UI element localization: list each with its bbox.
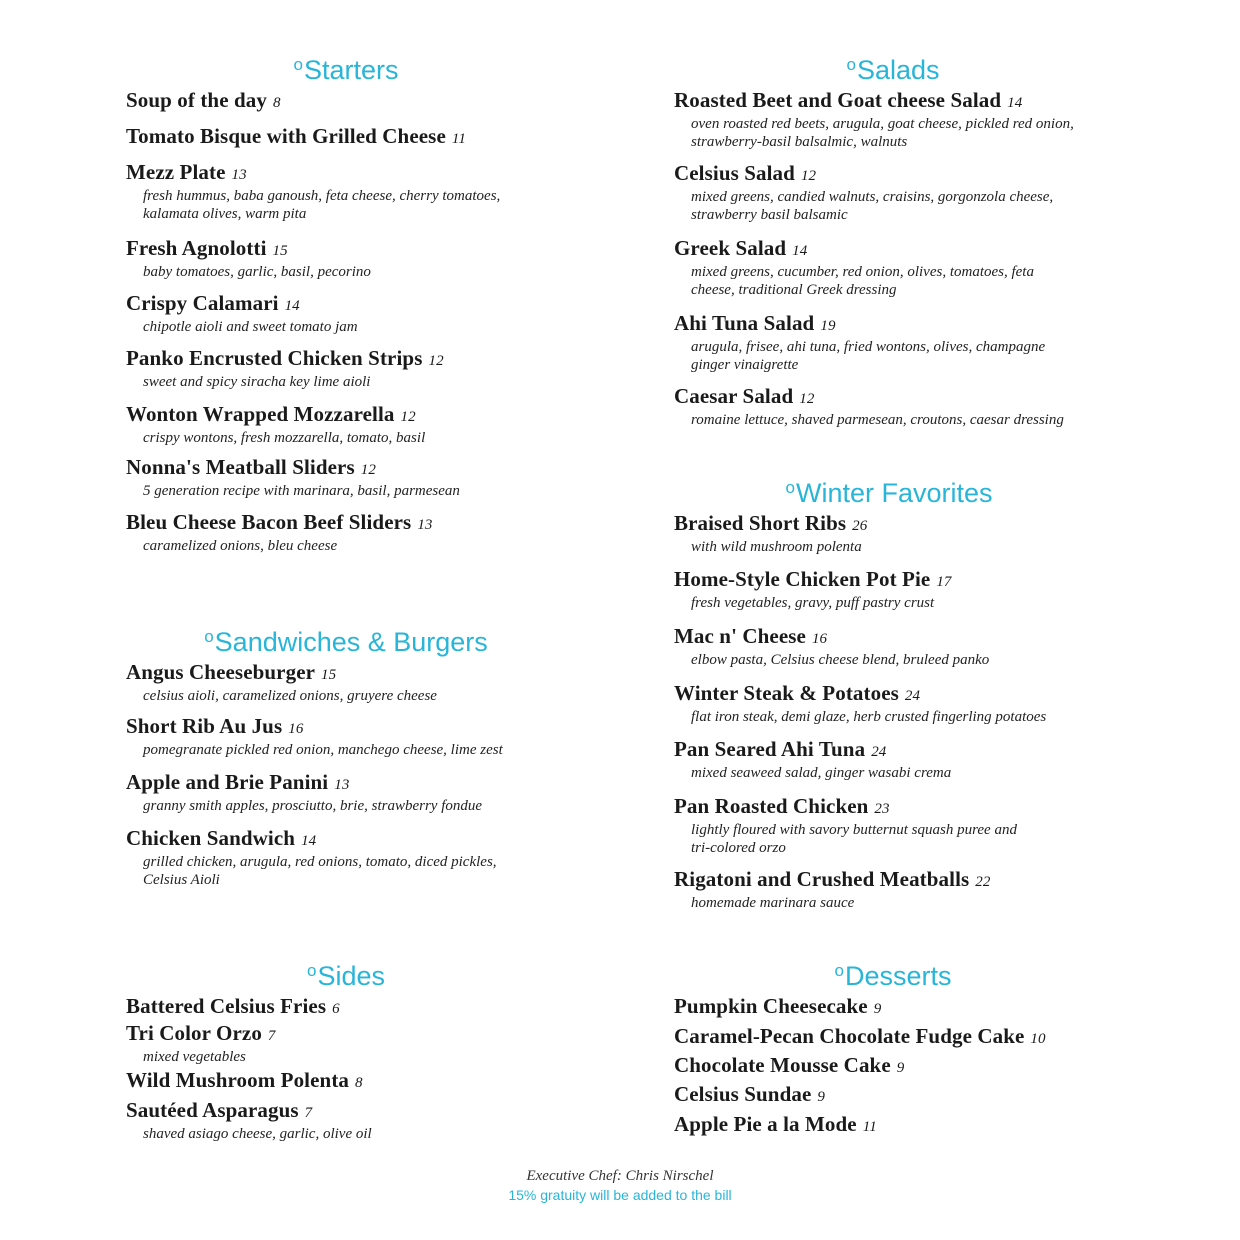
menu-item-heading <box>674 88 1074 115</box>
menu-item <box>126 160 500 223</box>
menu-item-heading <box>126 88 281 115</box>
menu-item-name: Bleu Cheese Bacon Beef Sliders <box>126 510 412 534</box>
menu-item <box>126 826 497 889</box>
menu-item-price: 8 <box>272 95 281 111</box>
menu-item-heading <box>674 311 1045 338</box>
menu-item-name: Celsius Sundae <box>674 1082 812 1106</box>
menu-item-description: fresh hummus, baba ganoush, feta cheese, cherry tomatoes, kalamata olives, warm pita <box>143 188 501 222</box>
menu-item <box>674 311 1045 374</box>
menu-item-name: Braised Short Ribs <box>674 511 847 535</box>
menu-item-price: 22 <box>975 874 991 890</box>
section-title-text: Starters <box>303 55 399 85</box>
menu-item-description: crispy wontons, fresh mozzarella, tomato, basil <box>143 430 426 446</box>
menu-item-description: shaved asiago cheese, garlic, olive oil <box>143 1126 372 1142</box>
menu-item-name: Sautéed Asparagus <box>126 1098 299 1122</box>
menu-item-heading <box>126 236 371 263</box>
menu-item-heading <box>126 124 466 151</box>
menu-item-description: oven roasted red beets, arugula, goat cheese, pickled red onion, strawberry-basil balsalmic, walnuts <box>691 116 1074 150</box>
menu-item-heading <box>674 1053 904 1080</box>
menu-item <box>126 994 340 1021</box>
menu-item-heading <box>674 994 881 1021</box>
menu-item <box>126 1068 363 1095</box>
section-title-text: Sandwiches & Burgers <box>214 627 488 657</box>
menu-item <box>674 737 951 782</box>
menu-item-description: mixed greens, candied walnuts, craisins, gorgonzola cheese, strawberry basil balsamic <box>691 189 1054 223</box>
menu-item-name: Caramel-Pecan Chocolate Fudge Cake <box>674 1024 1025 1048</box>
degree-mark: o <box>785 478 795 497</box>
menu-item <box>674 1024 1046 1051</box>
menu-item-description: baby tomatoes, garlic, basil, pecorino <box>143 264 371 280</box>
menu-item-description: flat iron steak, demi glaze, herb crusted fingerling potatoes <box>691 709 1047 725</box>
degree-mark: o <box>306 961 317 980</box>
section-title <box>835 956 952 991</box>
menu-item <box>674 681 1046 726</box>
menu-item-name: Celsius Salad <box>674 161 795 185</box>
menu-item-description: mixed vegetables <box>143 1049 246 1065</box>
menu-item-price: 7 <box>267 1028 276 1044</box>
menu-item-name: Roasted Beet and Goat cheese Salad <box>674 88 1002 112</box>
menu-item-price: 19 <box>820 318 836 334</box>
menu-item <box>674 161 1053 224</box>
menu-item-price: 13 <box>334 777 350 793</box>
menu-item-heading <box>674 567 952 594</box>
menu-item <box>126 714 503 759</box>
menu-item-description: caramelized onions, bleu cheese <box>143 538 338 554</box>
menu-item-heading <box>126 826 497 853</box>
menu-item-heading <box>674 681 1046 708</box>
section-title <box>294 50 399 85</box>
menu-item-price: 24 <box>871 744 887 760</box>
menu-item-heading <box>126 510 433 537</box>
menu-item-price: 16 <box>288 721 304 737</box>
menu-item-name: Greek Salad <box>674 236 787 260</box>
menu-item-description: sweet and spicy siracha key lime aioli <box>143 374 371 390</box>
menu-item <box>674 994 881 1021</box>
menu-item-price: 6 <box>332 1001 340 1017</box>
menu-item-price: 17 <box>936 574 952 590</box>
menu-item-name: Mezz Plate <box>126 160 226 184</box>
menu-item-name: Crispy Calamari <box>126 291 279 315</box>
menu-item-heading <box>674 737 951 764</box>
menu-item-price: 9 <box>817 1089 825 1105</box>
menu-item <box>126 88 281 115</box>
menu-item-description: arugula, frisee, ahi tuna, fried wontons, olives, champagne ginger vinaigrette <box>691 339 1046 373</box>
menu-item <box>126 124 466 151</box>
menu-item <box>674 1112 877 1139</box>
executive-chef-credit: Executive Chef: Chris Nirschel <box>526 1168 714 1184</box>
menu-item-name: Panko Encrusted Chicken Strips <box>126 346 423 370</box>
section-title <box>785 473 992 508</box>
section-title <box>846 50 939 85</box>
menu-item-name: Home-Style Chicken Pot Pie <box>674 567 931 591</box>
menu-item-description: grilled chicken, arugula, red onions, tomato, diced pickles, Celsius Aioli <box>143 854 497 888</box>
menu-item-heading <box>674 794 1017 821</box>
menu-item-name: Apple and Brie Panini <box>126 770 329 794</box>
menu-item <box>674 1082 825 1109</box>
menu-item-description: chipotle aioli and sweet tomato jam <box>143 319 358 335</box>
menu-item-description: mixed seaweed salad, ginger wasabi crema <box>691 765 952 781</box>
section-title-text: Desserts <box>844 961 952 991</box>
section-title-text: Salads <box>856 55 940 85</box>
menu-item-price: 12 <box>799 391 815 407</box>
menu-item-price: 15 <box>272 243 288 259</box>
menu-item-price: 24 <box>904 688 921 704</box>
menu-item <box>126 402 425 447</box>
menu-item-heading <box>674 1024 1046 1051</box>
menu-item <box>126 770 482 815</box>
menu-item-heading <box>126 660 437 687</box>
menu-item-heading <box>126 346 444 373</box>
menu-item-price: 10 <box>1030 1031 1046 1047</box>
menu-item-price: 12 <box>800 168 817 184</box>
menu-item-heading <box>674 1082 825 1109</box>
menu-item-price: 14 <box>284 298 300 314</box>
menu-item-price: 26 <box>852 518 868 534</box>
menu-item-price: 9 <box>873 1001 882 1017</box>
menu-item-price: 12 <box>400 409 416 425</box>
menu-item-name: Pumpkin Cheesecake <box>674 994 868 1018</box>
menu-item-description: 5 generation recipe with marinara, basil, parmesean <box>143 483 460 499</box>
menu-item-price: 23 <box>874 801 890 817</box>
menu-item-description: elbow pasta, Celsius cheese blend, bruleed panko <box>691 652 990 668</box>
menu-item-name: Fresh Agnolotti <box>126 236 267 260</box>
menu-item <box>674 384 1064 429</box>
degree-mark: o <box>204 627 214 646</box>
menu-item <box>674 1053 904 1080</box>
menu-item <box>674 511 867 556</box>
menu-item-name: Short Rib Au Jus <box>126 714 283 738</box>
menu-item <box>674 236 1034 299</box>
menu-item-name: Caesar Salad <box>674 384 794 408</box>
menu-item-heading <box>126 1098 372 1125</box>
menu-item-description: homemade marinara sauce <box>691 895 855 911</box>
menu-item-name: Ahi Tuna Salad <box>674 311 815 335</box>
menu-item-name: Chicken Sandwich <box>126 826 296 850</box>
menu-item-price: 14 <box>301 833 317 849</box>
menu-item-description: pomegranate pickled red onion, manchego cheese, lime zest <box>143 742 503 758</box>
menu-item <box>126 510 433 555</box>
menu-item-name: Angus Cheeseburger <box>126 660 316 684</box>
section-title-text: Sides <box>317 961 386 991</box>
menu-item-price: 12 <box>428 353 444 369</box>
menu-item-name: Wild Mushroom Polenta <box>126 1068 350 1092</box>
menu-item-price: 14 <box>792 243 808 259</box>
degree-mark: o <box>293 55 303 74</box>
menu-item <box>674 794 1017 857</box>
menu-item-heading <box>674 161 1053 188</box>
menu-item-heading <box>126 402 425 429</box>
degree-mark: o <box>834 961 844 980</box>
menu-item <box>674 624 989 669</box>
menu-item-price: 11 <box>862 1119 877 1135</box>
menu-item-price: 15 <box>321 667 337 683</box>
gratuity-note: 15% gratuity will be added to the bill <box>508 1187 732 1203</box>
menu-item <box>126 455 460 500</box>
menu-item-description: with wild mushroom polenta <box>691 539 862 555</box>
menu-item-name: Wonton Wrapped Mozzarella <box>126 402 395 426</box>
menu-item-name: Tri Color Orzo <box>126 1021 262 1045</box>
menu-item-price: 8 <box>355 1075 363 1091</box>
menu-item-heading <box>126 1021 276 1048</box>
menu-item-name: Pan Roasted Chicken <box>674 794 869 818</box>
menu-item-price: 13 <box>417 517 433 533</box>
menu-item-heading <box>674 511 867 538</box>
menu-item-heading <box>126 455 460 482</box>
menu-item-heading <box>126 1068 363 1095</box>
menu-item-name: Nonna's Meatball Sliders <box>126 455 355 479</box>
menu-item-name: Pan Seared Ahi Tuna <box>674 737 866 761</box>
menu-item-heading <box>126 160 500 187</box>
menu-item-name: Battered Celsius Fries <box>126 994 327 1018</box>
menu-item <box>126 1098 372 1143</box>
menu-item-description: romaine lettuce, shaved parmesean, croutons, caesar dressing <box>691 412 1064 428</box>
menu-item-name: Soup of the day <box>126 88 267 112</box>
section-title-text: Winter Favorites <box>795 478 993 508</box>
menu-item-description: granny smith apples, prosciutto, brie, strawberry fondue <box>143 798 483 814</box>
section-title <box>307 956 385 991</box>
menu-item <box>126 660 437 705</box>
menu-item-heading <box>126 291 358 318</box>
menu-item-price: 14 <box>1007 95 1023 111</box>
menu-item <box>126 346 444 391</box>
menu-item-heading <box>126 770 482 797</box>
menu-item-name: Chocolate Mousse Cake <box>674 1053 891 1077</box>
menu-item-price: 7 <box>304 1105 313 1121</box>
menu-item-price: 13 <box>231 167 247 183</box>
menu-item-price: 9 <box>896 1060 905 1076</box>
menu-item-heading <box>674 1112 877 1139</box>
menu-item-price: 16 <box>811 631 828 647</box>
menu-item-heading <box>674 236 1034 263</box>
degree-mark: o <box>846 55 856 74</box>
menu-item-description: mixed greens, cucumber, red onion, olives, tomatoes, feta cheese, traditional Greek dressing <box>691 264 1034 298</box>
menu-item-name: Apple Pie a la Mode <box>674 1112 857 1136</box>
menu-item-description: lightly floured with savory butternut squash puree and tri-colored orzo <box>691 822 1017 856</box>
menu-item-description: celsius aioli, caramelized onions, gruyere cheese <box>143 688 437 704</box>
menu-item <box>674 567 952 612</box>
menu-item-description: fresh vegetables, gravy, puff pastry crust <box>691 595 935 611</box>
menu-item-price: 12 <box>360 462 376 478</box>
menu-item <box>126 236 371 281</box>
menu-item-heading <box>126 714 503 741</box>
menu-item <box>674 88 1074 151</box>
menu-item-price: 11 <box>451 131 466 147</box>
menu-item-heading <box>674 384 1064 411</box>
menu-item <box>126 291 358 336</box>
menu-item-name: Rigatoni and Crushed Meatballs <box>674 867 970 891</box>
menu-item <box>674 867 991 912</box>
menu-item-heading <box>674 867 991 894</box>
menu-item-name: Winter Steak & Potatoes <box>674 681 899 705</box>
menu-item-name: Tomato Bisque with Grilled Cheese <box>126 124 446 148</box>
menu-item-heading <box>126 994 340 1021</box>
menu-item <box>126 1021 276 1066</box>
section-title <box>204 622 488 657</box>
menu-item-heading <box>674 624 989 651</box>
menu-item-name: Mac n' Cheese <box>674 624 806 648</box>
